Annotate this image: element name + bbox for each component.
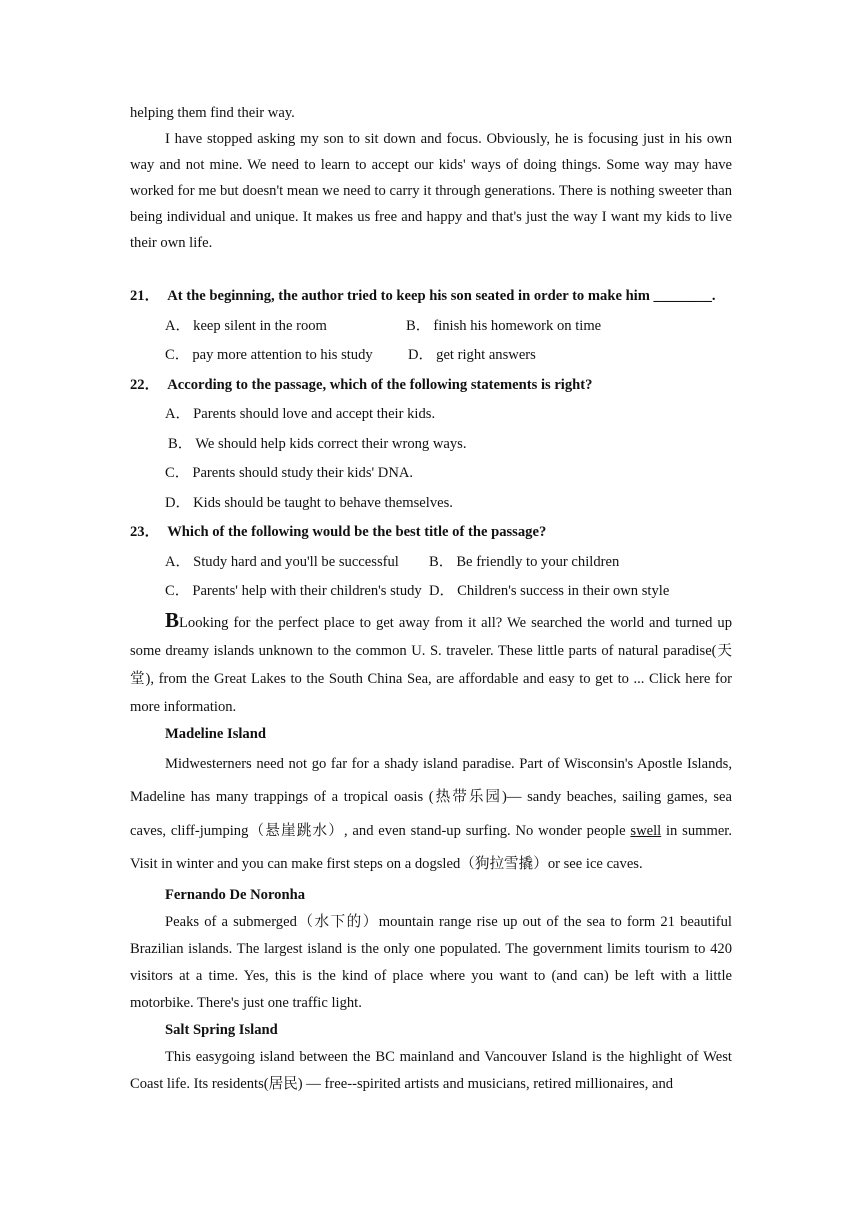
option-d[interactable]: D． Kids should be taught to behave themselves.: [165, 494, 453, 511]
question-23: [130, 518, 732, 548]
option-c[interactable]: C． Parents should study their kids' DNA.: [165, 465, 414, 481]
question-number: 22．: [130, 376, 160, 393]
passage-b-intro-text: Looking for the perfect place to get away from it all? We searched the world and turned up some dreamy islands unknown to the common U. S. traveler. These little parts of natural paradise(天堂), from the Great Lakes to the South China Sea, are affordable and easy to get to ... Click here for more information.: [130, 614, 732, 715]
question-stem: According to the passage, which of the following statements is right?: [167, 376, 593, 393]
passage-a-continuation: helping them find their way.: [130, 105, 295, 121]
section-text-salt-spring: This easygoing island between the BC mainland and Vancouver Island is the highlight of West Coast life. Its residents(居民) — free--spirited artists and musicians, retired millionaires, and: [130, 1048, 732, 1092]
question-stem: At the beginning, the author tried to keep his son seated in order to make him ________.: [167, 288, 716, 304]
option-a[interactable]: A． Parents should love and accept their kids.: [165, 406, 436, 422]
options-row: [130, 341, 732, 371]
options-row: [130, 548, 732, 578]
document-page: [130, 100, 732, 1098]
section-text-madeline: Midwesterners need not go far for a shady island paradise. Part of Wisconsin's Apostle Islands, Madeline has many trappings of a tropical oasis (热带乐园)— sandy beaches, sailing games, sea caves, cliff-jumping（悬崖跳水）, and even stand-up surfing. No wonder people swell in summer. Visit in winter and you can make first steps on a dogsled（狗拉雪撬）or see ice caves.: [130, 755, 733, 872]
option-c[interactable]: C． pay more attention to his study: [165, 347, 373, 363]
section-heading-madeline: Madeline Island: [165, 725, 266, 742]
option-b[interactable]: B． Be friendly to your children: [429, 553, 620, 570]
passage-a-final-paragraph: I have stopped asking my son to sit down and focus. Obviously, he is focusing just in his own way and not mine. We need to learn to accept our kids' ways of doing things. Some way may have worked for me but doesn't mean we need to carry it through generations. There is nothing sweeter than being individual and unique. It makes us free and happy and that's just the way I want my kids to live their own life.: [130, 131, 732, 251]
question-stem: Which of the following would be the best title of the passage?: [167, 524, 547, 540]
passage-b-intro: [130, 609, 732, 721]
section-heading-salt-spring: Salt Spring Island: [165, 1021, 278, 1038]
options-row: [130, 577, 732, 607]
question-number: 21．: [130, 288, 160, 304]
section-text-fernando: Peaks of a submerged（水下的）mountain range rise up out of the sea to form 21 beautiful Brazilian islands. The largest island is the only one populated. The government limits tourism to 420 visitors at a time. Yes, this is the kind of place where you want to (and can) be left with a little motorbike. There's just one traffic light.: [130, 913, 732, 1011]
option-d[interactable]: D． get right answers: [408, 347, 536, 363]
option-a[interactable]: A． keep silent in the room: [165, 317, 327, 334]
underlined-word: swell: [630, 822, 662, 839]
option-b[interactable]: B． finish his homework on time: [406, 317, 602, 334]
question-21: [130, 282, 732, 312]
passage-b-label: B: [165, 607, 180, 632]
question-number: 23．: [130, 524, 160, 540]
spacer: [130, 256, 732, 282]
options-row: [130, 312, 732, 342]
option-a[interactable]: A． Study hard and you'll be successful: [165, 553, 399, 570]
question-22: [130, 371, 732, 401]
option-b[interactable]: B． We should help kids correct their wrong ways.: [168, 435, 467, 452]
option-d[interactable]: D． Children's success in their own style: [429, 583, 670, 599]
section-heading-fernando: Fernando De Noronha: [165, 886, 306, 903]
option-c[interactable]: C． Parents' help with their children's study: [165, 583, 422, 599]
